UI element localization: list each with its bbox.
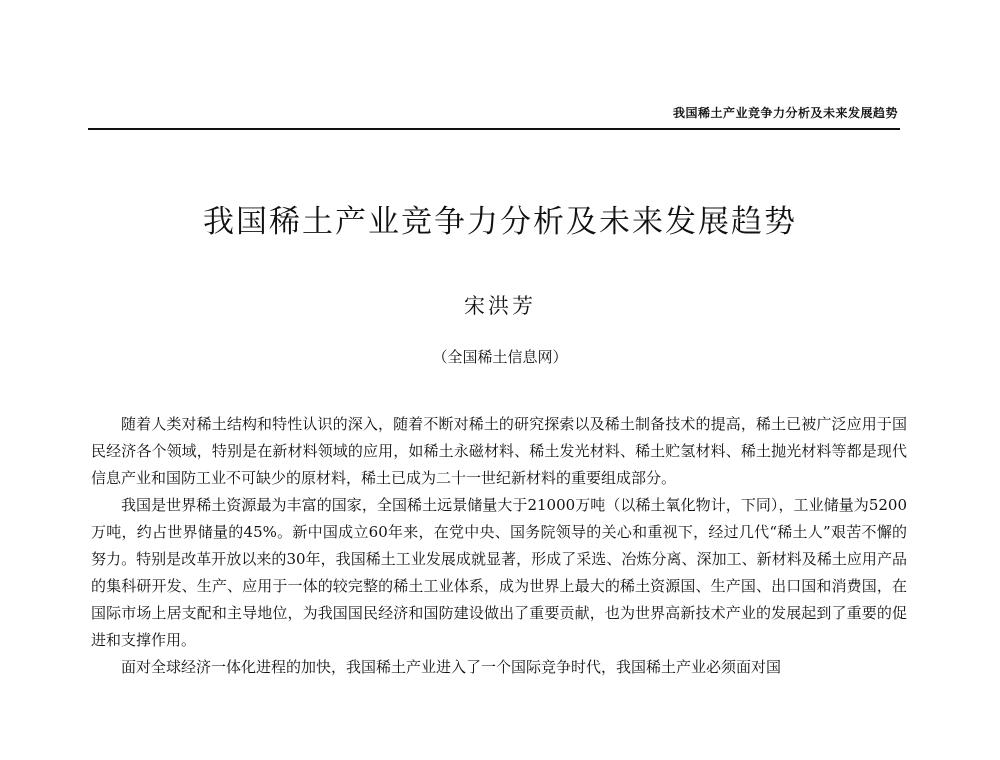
running-header: [88, 98, 900, 130]
paragraph: 面对全球经济一体化进程的加快，我国稀土产业进入了一个国际竞争时代，我国稀土产业必须面对国: [121, 658, 782, 676]
paragraph: 我国是世界稀土资源最为丰富的国家，全国稀土远景储量大于21000万吨（以稀土氧化物计，下同），工业储量为5200万吨，约占世界储量的45%。新中国成立60年来，在党中央、国务院领导的关心和重视下，经过几代“稀土人”艰苦不懈的努力。特别是改革开放以来的30年，我国稀土工业发展成就显著，形成了采选、冶炼分离、深加工、新材料及稀土应用产品的集科研开发、生产、应用于一体的较完整的稀土工业体系，成为世界上最大的稀土资源国、生产国、出口国和消费国，在国际市场上居支配和主导地位，为我国国民经济和国防建设做出了重要贡献，也为世界高新技术产业的发展起到了重要的促进和支撑作用。: [91, 496, 907, 649]
paragraph: 随着人类对稀土结构和特性认识的深入，随着不断对稀土的研究探索以及稀土制备技术的提高，稀土已被广泛应用于国民经济各个领域，特别是在新材料领域的应用，如稀土永磁材料、稀土发光材料、稀土贮氢材料、稀土抛光材料等都是现代信息产业和国防工业不可缺少的原材料，稀土已成为二十一世纪新材料的重要组成部分。: [91, 415, 907, 487]
running-header-title: 我国稀土产业竞争力分析及未来发展趋势: [672, 106, 898, 120]
paper-title: 我国稀土产业竞争力分析及未来发展趋势: [203, 204, 797, 240]
author-affiliation: （全国稀土信息网）: [432, 348, 568, 366]
body-text: [91, 411, 907, 681]
author-name: 宋洪芳: [464, 294, 536, 318]
